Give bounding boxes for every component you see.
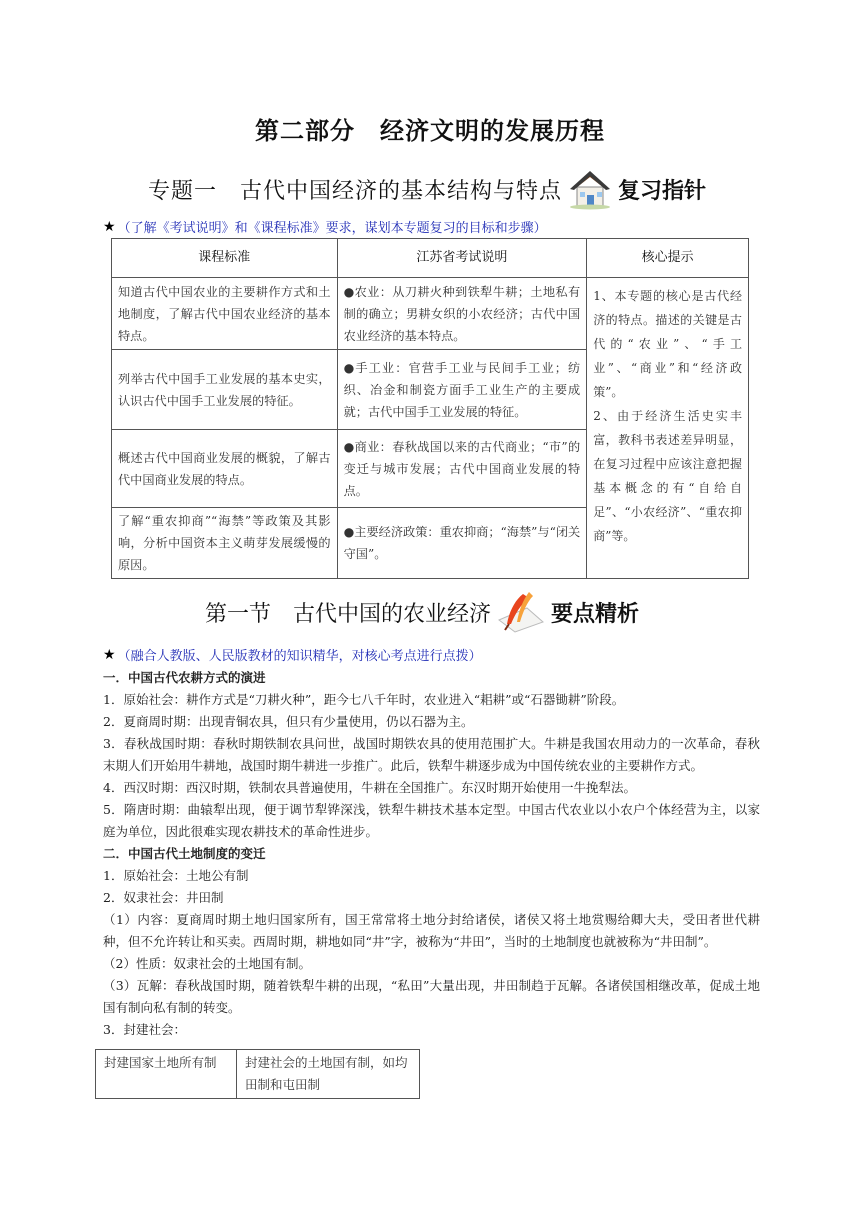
section-body bbox=[103, 667, 760, 1041]
jiangsu-cell: ●商业：春秋战国以来的古代商业；“市”的变迁与城市发展；古代中国商业发展的特点。 bbox=[337, 430, 587, 508]
paragraph: 2．奴隶社会：井田制 bbox=[103, 890, 224, 905]
paragraph: 3．春秋战国时期：春秋时期铁制农具问世，战国时期铁农具的使用范围扩大。牛耕是我国农用动力的一次革命，春秋末期人们开始用牛耕地，战国时期牛耕进一步推广。此后，铁犁牛耕逐步成为中国传统农业的主要耕作方式。 bbox=[103, 736, 760, 773]
topic-guide-note bbox=[103, 217, 547, 236]
topic-title-suffix: 复习指针 bbox=[618, 178, 707, 204]
section-title-text: 第一节 古代中国的农业经济 bbox=[205, 601, 492, 627]
heading-farming-methods: 一．中国古代农耕方式的演进 bbox=[103, 670, 266, 685]
standard-cell: 概述古代中国商业发展的概貌，了解古代中国商业发展的特点。 bbox=[112, 430, 338, 508]
paragraph: 3．封建社会： bbox=[103, 1022, 186, 1037]
paragraph: （2）性质：奴隶社会的土地国有制。 bbox=[103, 956, 311, 971]
core-tip-1: 1、本专题的核心是古代经济的特点。描述的关键是古代的“农业”、“手工业”、“商业”和“经济政策”。 bbox=[593, 289, 742, 399]
header-core-tips: 核心提示 bbox=[587, 239, 749, 278]
topic-title bbox=[148, 168, 706, 210]
guide-text: （融合人教版、人民版教材的知识精华，对核心考点进行点拨） bbox=[117, 649, 482, 664]
jiangsu-cell: ●主要经济政策：重农抑商；“海禁”与“闭关守国”。 bbox=[337, 508, 587, 579]
table-row bbox=[96, 1050, 420, 1099]
core-tip-2: 2、由于经济生活史实丰富，教科书表述差异明显，在复习过程中应该注意把握基本概念的有“自给自足”、“小农经济”、“重农抑商”等。 bbox=[593, 409, 742, 543]
paragraph: 5．隋唐时期：曲辕犁出现，便于调节犁铧深浅，铁犁牛耕技术基本定型。中国古代农业以小农户个体经营为主，以家庭为单位，因此很难实现农耕技术的革命性进步。 bbox=[103, 802, 760, 839]
standard-cell: 列举古代中国手工业发展的基本史实，认识古代中国手工业发展的特征。 bbox=[112, 350, 338, 430]
section-title bbox=[205, 590, 639, 634]
house-icon bbox=[564, 168, 614, 210]
paragraph: 1．原始社会：土地公有制 bbox=[103, 868, 249, 883]
star-icon: ★ bbox=[103, 646, 116, 663]
header-curriculum-standard: 课程标准 bbox=[112, 239, 338, 278]
star-icon: ★ bbox=[103, 218, 116, 235]
table-row bbox=[112, 278, 749, 350]
paragraph: （3）瓦解：春秋战国时期，随着铁犁牛耕的出现，“私田”大量出现，井田制趋于瓦解。各诸侯国相继改革，促成土地国有制向私有制的转变。 bbox=[103, 978, 760, 1015]
jiangsu-cell: ●手工业：官营手工业与民间手工业；纺织、冶金和制瓷方面手工业生产的主要成就；古代中国手工业发展的特征。 bbox=[337, 350, 587, 430]
topic-title-text: 专题一 古代中国经济的基本结构与特点 bbox=[148, 178, 563, 204]
section-guide-note bbox=[103, 645, 482, 664]
feudal-label-cell: 封建国家土地所有制 bbox=[96, 1050, 237, 1099]
guide-text: （了解《考试说明》和《课程标准》要求，谋划本专题复习的目标和步骤） bbox=[117, 221, 547, 236]
paragraph: 1．原始社会：耕作方式是“刀耕火种”，距今七八千年时，农业进入“耜耕”或“石器锄耕”阶段。 bbox=[103, 692, 625, 707]
paragraph: 2．夏商周时期：出现青铜农具，但只有少量使用，仍以石器为主。 bbox=[103, 714, 474, 729]
standard-cell: 知道古代中国农业的主要耕作方式和土地制度，了解古代中国农业经济的基本特点。 bbox=[112, 278, 338, 350]
header-jiangsu-exam: 江苏省考试说明 bbox=[337, 239, 587, 278]
jiangsu-cell: ●农业：从刀耕火种到铁犁牛耕；土地私有制的确立；男耕女织的小农经济；古代中国农业经济的基本特点。 bbox=[337, 278, 587, 350]
paragraph: （1）内容：夏商周时期土地归国家所有，国王常常将土地分封给诸侯，诸侯又将土地赏赐给卿大夫，受田者世代耕种，但不允许转让和买卖。西周时期，耕地如同“井”字，被称为“井田”，当时的土地制度也就被称为“井田制”。 bbox=[103, 912, 760, 949]
curriculum-standards-table bbox=[111, 238, 749, 579]
feather-pen-icon bbox=[493, 590, 547, 634]
feudal-land-table bbox=[95, 1049, 420, 1099]
section-title-suffix: 要点精析 bbox=[551, 601, 640, 627]
table-header-row bbox=[112, 239, 749, 278]
paragraph: 4．西汉时期：西汉时期，铁制农具普遍使用，牛耕在全国推广。东汉时期开始使用一牛挽犁法。 bbox=[103, 780, 636, 795]
feudal-desc-cell: 封建社会的土地国有制，如均田制和屯田制 bbox=[237, 1050, 420, 1099]
core-tips-cell bbox=[587, 278, 749, 579]
page-title: 第二部分 经济文明的发展历程 bbox=[255, 117, 605, 145]
standard-cell: 了解“重农抑商”“海禁”等政策及其影响，分析中国资本主义萌芽发展缓慢的原因。 bbox=[112, 508, 338, 579]
heading-land-system: 二．中国古代土地制度的变迁 bbox=[103, 846, 266, 861]
